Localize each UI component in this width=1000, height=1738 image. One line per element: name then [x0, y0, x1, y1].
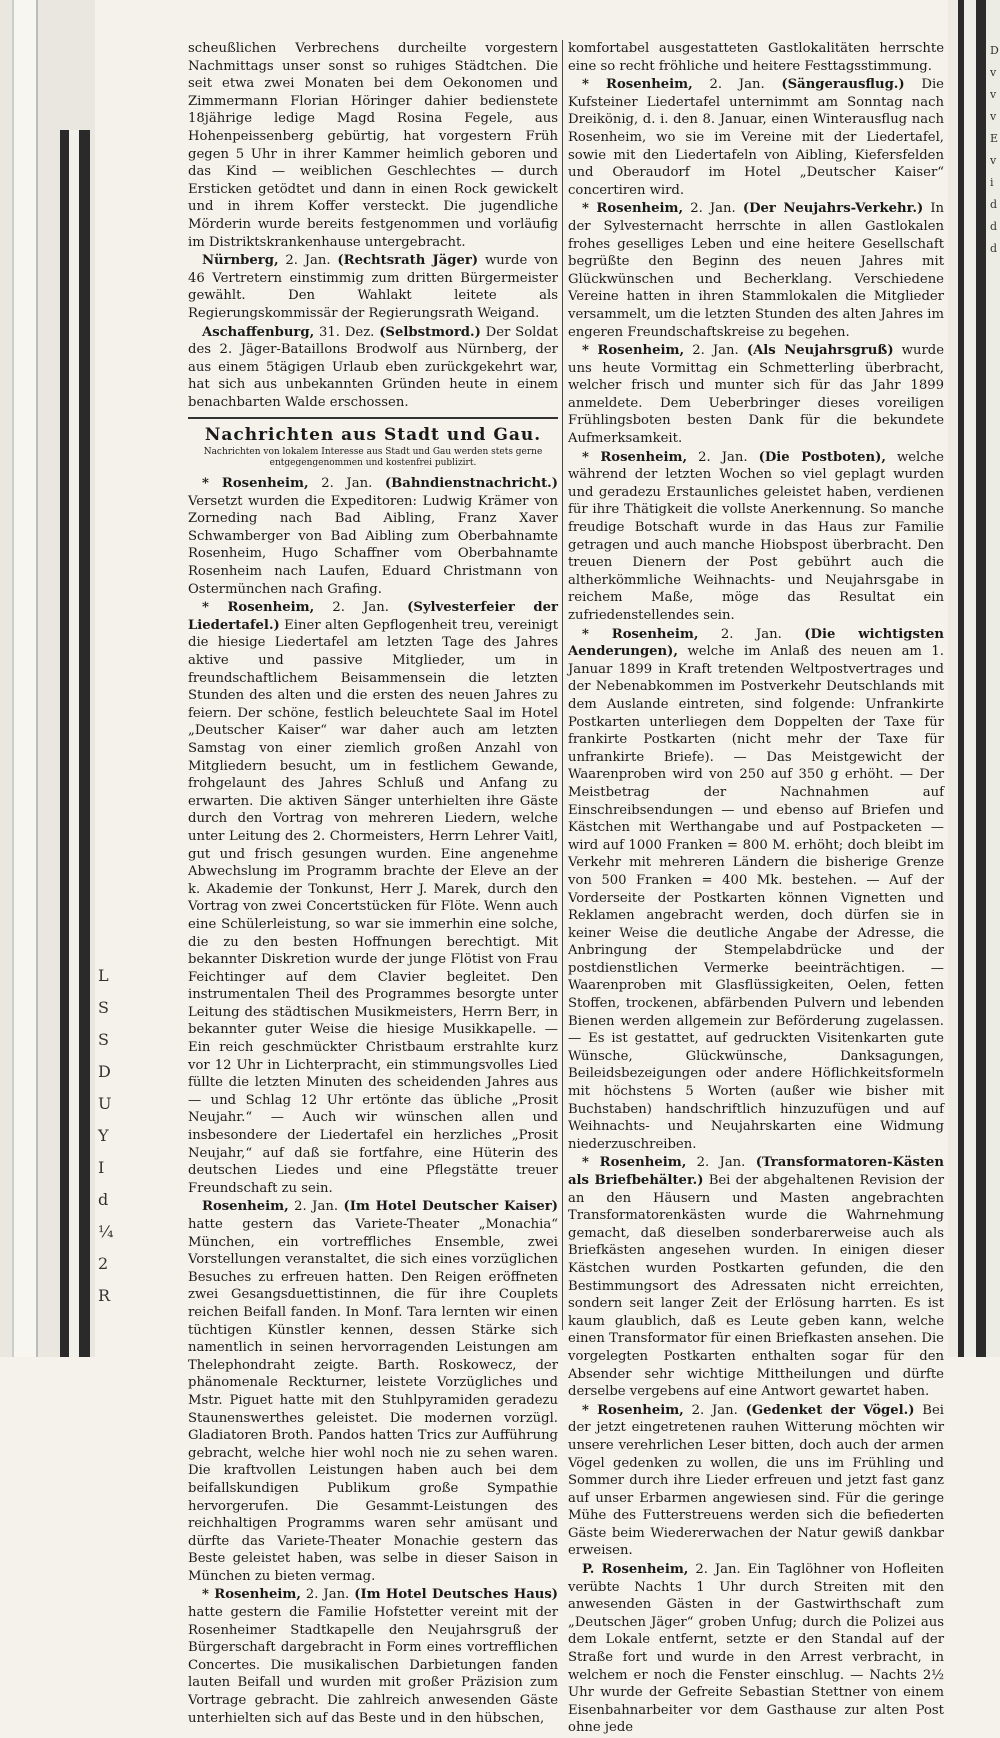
date: 2. Jan.	[709, 77, 765, 93]
article-paragraph: scheußlichen Verbrechens durcheilte vorgestern Nachmittags unser sonst so ruhiges Städtchen. Die seit etwa zwei Monaten bei dem Oekonomen und Zimmermann Florian Höringer dahier bedienstete 18jährige ledige Magd Rosina Fegele, aus Hohenpeissenberg gebürtig, hat vorgestern Früh gegen 5 Uhr in ihrer Kammer heimlich geboren und das Kind — weiblichen Geschlechtes — durch Ersticken getödtet und dann in einen Rock gewickelt und in ihrem Koffer versteckt. Die jugendliche Mörderin wurde bereits festgenommen und vorläufig im Distriktskrankenhause untergebracht.	[188, 41, 558, 250]
article-text: Die Kufsteiner Liedertafel unternimmt am Sonntag nach Dreikönig, d. i. den 8. Januar, einen Winterausflug nach Rosenheim, wo sie im Vereine mit der Liedertafel, sowie mit den Liedertafeln von Aibling, Kiefersfelden und Oberaudorf im Hotel „Deutscher Kaiser“ concertiren wird.	[568, 77, 944, 198]
topic: (Die Postboten),	[758, 449, 886, 465]
article-text: welche während der letzten Wochen so viel geplagt wurden und geradezu Erstaunliches geleistet haben, verdienen für ihre Thätigkeit die vollste Anerkennung. So manche freudige Botschaft wurde in das Haus zur Familie getragen und auch manche Hiobspost überbracht. Den treuen Dienern der Post gebührt auch die altherkömmliche Weihnachts- und Neujahrsgabe in reichem Maße, möge das Resultat ein zufriedenstellendes sein.	[568, 449, 944, 623]
topic: (Der Neujahrs-Verkehr.)	[742, 201, 924, 217]
date: 2. Jan.	[690, 201, 736, 217]
margin-fragment: I	[98, 1158, 105, 1177]
section-divider	[188, 417, 558, 419]
margin-fragment: d	[98, 1190, 109, 1209]
date: 2. Jan.	[720, 626, 782, 642]
dateline: * Rosenheim,	[582, 201, 684, 217]
date: 2. Jan.	[294, 1199, 339, 1215]
article-text: welche im Anlaß des neuen am 1. Januar 1899 in Kraft tretenden Weltpostvertrages und der Nebenabkommen im Postverkehr Deutschlands mit dem Auslande eintreten, sind folgende: Unfrankirte Postkarten unterliegen dem Doppelten der Taxe für frankirte Postkarten (nicht mehr der Taxe für unfrankirte Briefe). — Das Meistgewicht der Waarenproben wird von 250 auf 350 g erhöht. — Der Meistbetrag der Nachnahmen auf Einschreibsendungen — und ebenso auf Briefen und Kästchen mit Werthangabe und auf Postpacketen — wird auf 1000 Franken = 800 M. erhöht; doch bleibt im Verkehr mit mehreren Ländern die bisherige Grenze von 500 Franken = 400 Mk. bestehen. — Auf der Vorderseite der Postkarten können Vignetten und Reklamen angebracht werden, doch dürfen sie in keiner Weise die deutliche Angabe der Adresse, die Anbringung der Stempelabdrücke und der postdienstlichen Vermerke beeinträchtigen. — Waarenproben mit Glasflüssigkeiten, Oelen, fetten Stoffen, trockenen, abfärbenden Pulvern und lebenden Bienen werden allgemein zur Beförderung zugelassen. — Es ist gestattet, auf gedruckten Visitenkarten gute Wünsche, Glückwünsche, Danksagungen, Beileidsbezeigungen oder andere Höflichkeitsformeln mit höchstens 5 Worten (außer wie bisher mit Buchstaben) handschriftlich hinzuzufügen und auf Weihnachts- und Neujahrskarten eine Widmung niederzuschreiben.	[568, 644, 944, 1152]
right-binding-bar	[958, 0, 986, 1357]
article-paragraph	[568, 200, 944, 341]
article-text: Ein Taglöhner von Hofleiten verübte Nachts 1 Uhr durch Streiten mit den anwesenden Gästen in der Gastwirthschaft zum „Deutschen Jäger“ groben Unfug; durch die Polizei aus dem Lokale entfernt, setzte er den Standal auf der Straße fort und wurde in den Arrest verbracht, in welchem er noch die Fenster einschlug. — Nachts 2½ Uhr wurde der Gefreite Sebastian Stettner von einem Eisenbahnarbeiter vor dem Gasthause zur alten Post ohne jede	[568, 1562, 944, 1736]
article-text: hatte gestern die Familie Hofstetter vereint mit der Rosenheimer Stadtkapelle den Neujahrsgruß der Bürgerschaft dargebracht in Form eines vortrefflichen Concertes. Die musikalischen Darbietungen fanden lauten Beifall und wurden mit großer Präzision zum Vortrage gebracht. Die zahlreich anwesenden Gäste unterhielten sich auf das Beste und in den hübschen,	[188, 1605, 558, 1726]
margin-fragment: 2	[98, 1254, 109, 1273]
margin-fragment: d	[990, 220, 998, 233]
dateline: * Rosenheim,	[202, 476, 309, 492]
page-edge-stripe	[12, 0, 38, 1357]
topic: (Als Neujahrsgruß)	[746, 343, 894, 359]
dateline: * Rosenheim,	[582, 626, 699, 642]
article-paragraph	[188, 475, 558, 598]
margin-fragment: d	[990, 198, 998, 211]
margin-fragment: i	[990, 176, 994, 189]
article-text: Bei der abgehaltenen Revision der an den Häusern und Masten angebrachten Transformatorenkästen wurde die Wahrnehmung gemacht, daß dieselben sonderbarerweise auch als Briefkästen angesehen wurden. In einigen dieser Kästchen wurden Postkarten gefunden, die den Bestimmungsort des Adressaten nicht erreichten, sondern seit langer Zeit der Erlösung harrten. Es ist kaum glaublich, daß es Leute geben kann, welche einen Transformator für einen Briefkasten ansehen. Die vorgelegten Postkarten enthalten sogar für den Absender sehr wichtige Mittheilungen und dürfte derselbe vergebens auf eine Antwort gewartet haben.	[568, 1173, 944, 1400]
dateline: * Rosenheim,	[582, 449, 688, 465]
left-margin-fragments	[98, 960, 120, 1320]
article-paragraph	[568, 342, 944, 448]
margin-fragment: S	[98, 1030, 109, 1049]
date: 2. Jan.	[696, 1155, 746, 1171]
margin-fragment: Y	[98, 1126, 109, 1145]
dateline: * Rosenheim,	[582, 1402, 684, 1418]
topic: (Rechtsrath Jäger)	[337, 253, 479, 269]
topic: (Selbstmord.)	[379, 324, 481, 340]
margin-fragment: R	[98, 1286, 111, 1305]
article-paragraph	[568, 76, 944, 199]
date: 31. Dez.	[319, 324, 375, 340]
date: 2. Jan.	[285, 253, 331, 269]
margin-fragment: D	[990, 44, 999, 57]
article-paragraph	[188, 599, 558, 1197]
margin-fragment: d	[990, 242, 998, 255]
article-text: Der Soldat des 2. Jäger-Bataillons Brodwolf aus Nürnberg, der aus einem 5tägigen Urlaub eben zurückgekehrt war, hat sich aus unbekannten Gründen heute in einem benachbarten Walde erschossen.	[188, 324, 558, 410]
article-paragraph	[568, 1402, 944, 1560]
topic: (Im Hotel Deutsches Haus)	[354, 1587, 558, 1603]
dateline: * Rosenheim,	[582, 343, 685, 359]
article-text: Versetzt wurden die Expeditoren: Ludwig Krämer von Zorneding nach Bad Aibling, Franz Xaver Schwamberger von Bad Aibling zum Oberbahnamte Rosenheim, Hugo Schaffner vom Oberbahnamte Rosenheim nach Laufen, Eduard Christmann von Ostermünchen nach Grafing.	[188, 493, 558, 597]
article-paragraph: komfortabel ausgestatteten Gastlokalitäten herrschte eine so recht fröhliche und heitere Festtagsstimmung.	[568, 41, 944, 74]
dateline: Rosenheim,	[202, 1199, 289, 1215]
topic: (Transformatoren-Kästen als Briefbehälter.)	[568, 1155, 945, 1188]
article-text: hatte gestern das Variete-Theater „Monachia“ München, ein vortreffliches Ensemble, zwei Vorstellungen veranstaltet, die sich eines vorzüglichen Besuches zu erfreuen hatten. Den Reigen eröffneten zwei Gesangsduettistinnen, die für ihre Couplets reichen Beifall fanden. In Monf. Tara lernten wir einen tüchtigen Künstler kennen, dessen Stärke sich namentlich in seinen hervorragenden Leistungen am Thelephondraht zeigte. Barth. Roskowecz, der phänomenale Reckturner, leistete Vorzügliches und Mstr. Piguet hatte mit den Stuhlpyramiden geradezu Staunenswerthes geleistet. Die modernen vorzügl. Gladiatoren Broth. Pandos hatten Trics zur Aufführung gebracht, welche hier wohl noch nie zu sehen waren. Die kraftvollen Leistungen haben auch bei dem beifallskundigen Publikum große Sympathie hervorgerufen. Die Gesammt-Leistungen des reichhaltigen Programms waren sehr amüsant und dürfte das Variete-Theater Monachie gestern das Beste geleistet haben, was selbe in dieser Saison in München zu bieten vermag.	[188, 1217, 558, 1584]
article-text: Bei der jetzt eingetretenen rauhen Witterung möchten wir unsere verehrlichen Leser bitten, doch auch der armen Vögel gedenken zu wollen, die uns im Frühling und Sommer durch ihre Lieder erfreuen und jetzt fast ganz auf unser Erbarmen angewiesen sind. Für die geringe Mühe des Futterstreuens werden sich die befiederten Gäste beim Wiedererwachen der Natur gewiß dankbar erweisen.	[568, 1402, 944, 1559]
article-text: Einer alten Gepflogenheit treu, vereinigt die hiesige Liedertafel am letzten Tage des Jahres aktive und passive Mitglieder, um in freundschaftlichem Beisammensein die letzten Stunden des alten und die ersten des neuen Jahres zu feiern. Der schöne, festlich beleuchtete Saal im Hotel „Deutscher Kaiser“ war daher auch am letzten Samstag von einer ziemlich großen Anzahl von Mitgliedern besucht, um in festlichem Gewande, frohgelaunt des Jahres Schluß und Anfang zu erwarten. Die aktiven Sänger unterhielten ihre Gäste durch den Vortrag von mehreren Liedern, welche unter Leitung des 2. Chormeisters, Herrn Lehrer Vaitl, gut und frisch gesungen wurden. Eine angenehme Abwechslung im Programm brachte der Eleve an der k. Akademie der Tonkunst, Herr J. Marek, durch den Vortrag von zwei Concertstücken für Flöte. Wenn auch eine Schülerleistung, so war sie immerhin eine solche, die zu den besten Hoffnungen berechtigt. Mit bekannter Diskretion wurde der junge Flötist von Frau Feichtinger auf dem Clavier begleitet. Den instrumentalen Theil des Programmes besorgte unter Leitung des städtischen Musikmeisters, Herrn Berr, in bekannter guter Weise die hiesige Musikkapelle. — Ein reich geschmückter Christbaum erstrahlte kurz vor 12 Uhr in Lichterpracht, ein stimmungsvolles Lied füllte die letzten Minuten des scheidenden Jahres aus — und Schlag 12 Uhr ertönte das übliche „Prosit Neujahr.“ — Auch wir wünschen allen und insbesondere der Liedertafel ein herzliches „Prosit Neujahr,“ auf daß sie fortfahre, eine Hüterin des deutschen Liedes und eine Pflegstätte treuer Freundschaft zu sein.	[188, 617, 558, 1196]
dateline: * Rosenheim,	[202, 1587, 301, 1603]
margin-fragment: D	[98, 1062, 111, 1081]
column-rule	[562, 40, 563, 1330]
column-left	[188, 40, 558, 1728]
section-note: Nachrichten von lokalem Interesse aus Stadt und Gau werden stets gerne entgegengenommen und kostenfrei publizirt.	[203, 447, 543, 469]
dateline: * Rosenheim,	[202, 600, 315, 616]
article-text: wurde von 46 Vertretern einstimmig zum dritten Bürgermeister gewählt. Den Wahlakt leitete als Regierungskommissär der Regierungsrath Weigand.	[188, 253, 558, 321]
margin-fragment: ¼	[98, 1222, 114, 1241]
margin-fragment: U	[98, 1094, 112, 1113]
topic: (Sängerausflug.)	[781, 77, 905, 93]
article-paragraph	[188, 252, 558, 322]
article-paragraph	[568, 626, 944, 1154]
margin-fragment: v	[990, 154, 997, 167]
article-paragraph	[188, 324, 558, 412]
dateline: Nürnberg,	[202, 253, 279, 269]
margin-fragment: E	[990, 132, 999, 145]
dateline: * Rosenheim,	[582, 1155, 687, 1171]
article-paragraph	[568, 1154, 944, 1400]
binding-bar	[60, 130, 90, 1357]
margin-fragment: v	[990, 88, 997, 101]
dateline: * Rosenheim,	[582, 77, 693, 93]
date: 2. Jan.	[698, 449, 748, 465]
article-paragraph	[188, 1586, 558, 1727]
article-paragraph	[568, 449, 944, 625]
topic: (Bahndienstnachricht.)	[384, 476, 558, 492]
article-text: wurde uns heute Vormittag ein Schmetterling überbracht, welcher frisch und munter sich für das Jahr 1899 anmeldete. Dem Ueberbringer dieses voreiligen Frühlingsboten besten Dank für die bekundete Aufmerksamkeit.	[568, 343, 945, 447]
article-paragraph	[188, 1198, 558, 1585]
date: 2. Jan.	[692, 343, 739, 359]
article-paragraph	[568, 1561, 944, 1737]
margin-fragment: S	[98, 998, 109, 1017]
topic: (Die wichtigsten Aenderungen),	[568, 626, 944, 660]
date: 2. Jan.	[691, 1402, 738, 1418]
margin-fragment: v	[990, 66, 997, 79]
section-heading: Nachrichten aus Stadt und Gau.	[204, 425, 542, 446]
topic: (Im Hotel Deutscher Kaiser)	[343, 1199, 558, 1215]
column-right	[568, 40, 944, 1738]
right-margin-fragments	[990, 40, 1000, 260]
margin-fragment: L	[98, 966, 109, 985]
dateline: Aschaffenburg,	[202, 324, 315, 340]
article-text: In der Sylvesternacht herrschte in allen Gastlokalen frohes geselliges Leben und eine heitere Gesellschaft begrüßte den Beginn des neuen Jahres mit Glückwünschen und Becherklang. Verschiedene Vereine hatten in ihren Stammlokalen die Mitglieder versammelt, um die letzten Stunden des alten Jahres im engeren Freundschaftskreise zu begehen.	[568, 201, 945, 340]
margin-fragment: v	[990, 110, 997, 123]
date: 2. Jan.	[321, 476, 373, 492]
date: 2. Jan.	[305, 1587, 350, 1603]
topic: (Gedenket der Vögel.)	[745, 1402, 915, 1418]
topic: (Sylvesterfeier der Liedertafel.)	[188, 600, 558, 633]
date: 2. Jan.	[695, 1562, 741, 1578]
date: 2. Jan.	[332, 600, 389, 616]
dateline: P. Rosenheim,	[582, 1562, 689, 1578]
